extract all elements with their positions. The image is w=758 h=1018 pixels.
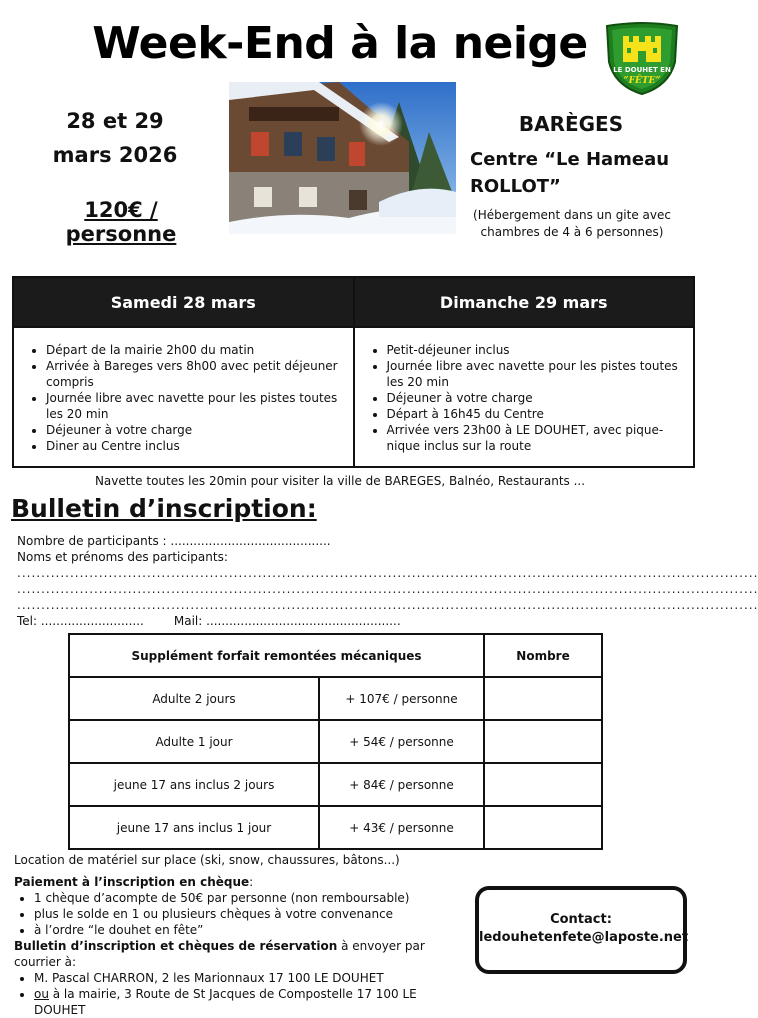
list-item: • plus le solde en 1 ou plusieurs chèques à votre convenance	[34, 906, 464, 922]
place-name: BARÈGES	[518, 112, 624, 136]
list-item: • 1 chèque d’acompte de 50€ par personne (non remboursable)	[34, 890, 464, 906]
address-2	[34, 986, 464, 1018]
supplement-price: + 54€ / personne	[319, 720, 484, 763]
contact-fields-row	[17, 613, 697, 629]
address-1: • M. Pascal CHARRON, 2 les Marionnaux 17 100 LE DOUHET	[34, 970, 464, 986]
list-item: • Journée libre avec navette pour les pistes toutes les 20 min	[46, 390, 339, 422]
mail-field[interactable]: Mail: ...................................................	[173, 614, 401, 628]
address-2-or: ou	[34, 987, 49, 1001]
venue-name	[470, 146, 680, 200]
saturday-column	[14, 278, 353, 466]
saturday-header: Samedi 28 mars	[14, 278, 353, 328]
list-item: • Journée libre avec navette pour les pistes toutes les 20 min	[387, 358, 680, 390]
payment-title: Paiement à l’inscription en chèque	[14, 875, 250, 889]
table-row	[69, 677, 602, 720]
saturday-list	[14, 328, 353, 454]
venue-line2: ROLLOT”	[470, 176, 561, 197]
supplement-header: Supplément forfait remontées mécaniques	[69, 634, 484, 677]
list-item: • Diner au Centre inclus	[46, 438, 339, 454]
tel-field[interactable]: Tel: ...........................	[17, 614, 144, 628]
send-instructions	[14, 938, 464, 970]
rental-note: Location de matériel sur place (ski, snow, chaussures, bâtons...)	[14, 853, 400, 867]
supplement-label: jeune 17 ans inclus 2 jours	[69, 763, 319, 806]
logo-text-line2: “FÊTE”	[623, 76, 661, 86]
participants-names-label: Noms et prénoms des participants:	[17, 550, 228, 564]
contact-email[interactable]: ledouhetenfete@laposte.net	[479, 930, 689, 945]
contact-label: Contact:	[550, 912, 612, 927]
table-row	[69, 763, 602, 806]
names-line-2[interactable]: ..........................................................................................................................................................	[17, 582, 758, 596]
names-line-1[interactable]: ..........................................................................................................................................................	[17, 566, 758, 580]
supplement-price: + 84€ / personne	[319, 763, 484, 806]
supplement-count-cell[interactable]	[484, 720, 602, 763]
payment-title-line: Paiement à l’inscription en chèque:	[14, 875, 254, 889]
table-row	[69, 806, 602, 849]
shuttle-note: Navette toutes les 20min pour visiter la ville de BAREGES, Balnéo, Restaurants ...	[94, 474, 586, 488]
supplement-price: + 107€ / personne	[319, 677, 484, 720]
supplement-count-cell[interactable]	[484, 677, 602, 720]
lodging-note: (Hébergement dans un gite avec chambres de 4 à 6 personnes)	[473, 208, 671, 239]
list-item: • Petit-déjeuner inclus	[387, 342, 680, 358]
send-rest: à envoyer par courrier à:	[14, 939, 425, 969]
page-title: Week-End à la neige	[92, 18, 588, 69]
dates-line1: 28 et 29	[66, 109, 164, 133]
table-header-row	[69, 634, 602, 677]
contact-box	[475, 886, 687, 974]
list-item: • Arrivée à Bareges vers 8h00 avec petit déjeuner compris	[46, 358, 339, 390]
logo-text-line1: LE DOUHET EN	[613, 66, 671, 74]
supplement-label: jeune 17 ans inclus 1 jour	[69, 806, 319, 849]
supplement-price: + 43€ / personne	[319, 806, 484, 849]
supplement-count-cell[interactable]	[484, 763, 602, 806]
program-table	[12, 276, 695, 468]
list-item: • Déjeuner à votre charge	[46, 422, 339, 438]
list-item: • à l’ordre “le douhet en fête”	[34, 922, 464, 938]
payment-list	[14, 890, 464, 938]
dates-line2: mars 2026	[52, 143, 178, 167]
sunday-header: Dimanche 29 mars	[355, 278, 694, 328]
supplement-count-cell[interactable]	[484, 806, 602, 849]
sunday-column	[353, 278, 694, 466]
registration-fields	[17, 533, 758, 629]
address-2-rest: à la mairie, 3 Route de St Jacques de Compostelle 17 100 LE DOUHET	[34, 987, 417, 1017]
list-item: • Arrivée vers 23h00 à LE DOUHET, avec pique-nique inclus sur la route	[387, 422, 680, 454]
supplement-label: Adulte 1 jour	[69, 720, 319, 763]
table-row	[69, 720, 602, 763]
price: 120€ / personne	[65, 198, 177, 246]
count-header: Nombre	[484, 634, 602, 677]
address-list	[14, 970, 464, 1018]
event-dates	[35, 104, 195, 172]
list-item: • Départ de la mairie 2h00 du matin	[46, 342, 339, 358]
payment-section	[14, 874, 464, 1018]
list-item: • Départ à 16h45 du Centre	[387, 406, 680, 422]
venue-line1: Centre “Le Hameau	[470, 149, 670, 170]
send-bold: Bulletin d’inscription et chèques de réservation	[14, 939, 338, 953]
supplement-table	[68, 633, 603, 850]
list-item: • Déjeuner à votre charge	[387, 390, 680, 406]
names-line-3[interactable]: ..........................................................................................................................................................	[17, 598, 758, 612]
sunday-list	[355, 328, 694, 454]
participants-count-field[interactable]: Nombre de participants : ..........................................	[17, 534, 331, 548]
le-douhet-en-fete-logo	[603, 22, 681, 96]
supplement-label: Adulte 2 jours	[69, 677, 319, 720]
form-title: Bulletin d’inscription:	[11, 494, 317, 523]
chalet-photo	[229, 82, 456, 234]
